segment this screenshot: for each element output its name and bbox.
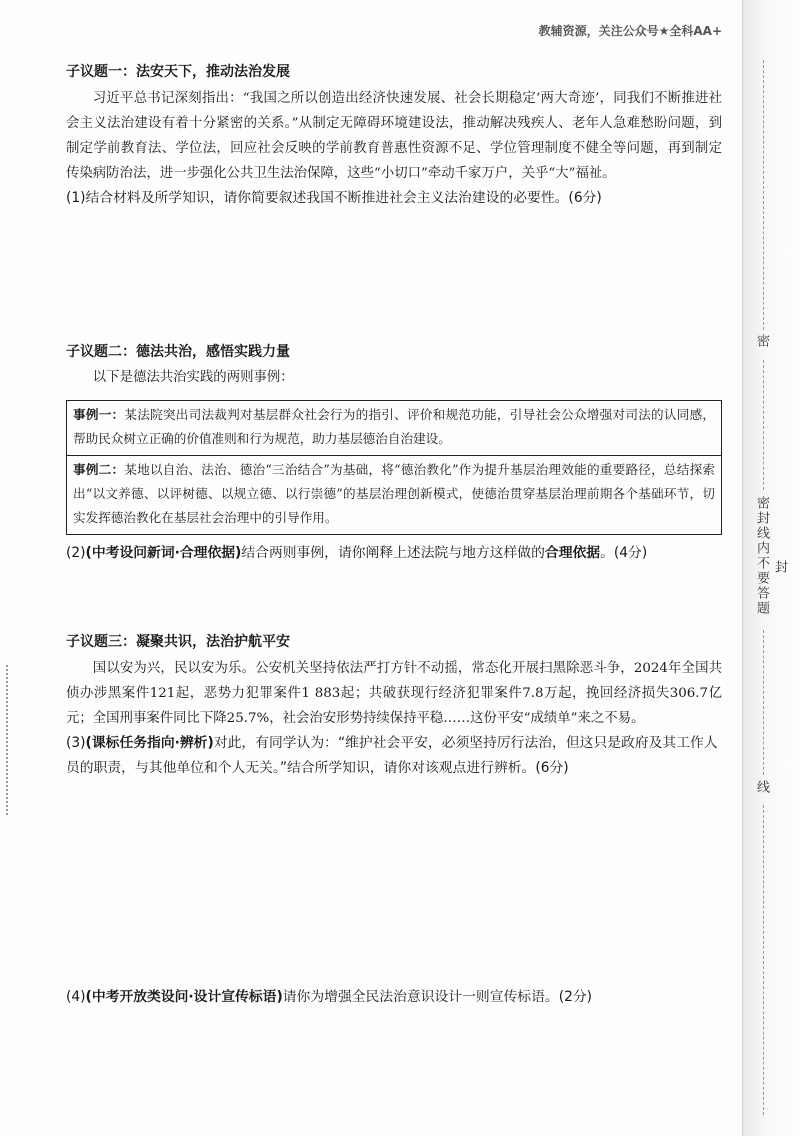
binding-notice: 密封线内不要答题 — [754, 496, 769, 616]
binding-xian: 线 — [754, 780, 769, 795]
question-3-tag: (课标任务指向·辨析) — [85, 735, 214, 751]
question-2-text: 结合两则事例，请你阐释上述法院与地方这样做的 — [241, 545, 545, 561]
section-2 — [66, 342, 722, 566]
question-2 — [66, 541, 722, 566]
section-3 — [66, 632, 722, 781]
section-2-intro: 以下是德法共治实践的两则事例： — [92, 370, 294, 385]
case-1-text: 某法院突出司法裁判对基层群众社会行为的指引、评价和规范功能，引导社会公众增强对司法的认同感，帮助民众树立正确的价值准则和行为规范，助力基层德治自治建设。 — [73, 407, 716, 446]
question-2-number: (2) — [66, 545, 86, 561]
case-2-text: 某地以自治、法治、德治“三治结合”为基础，将“德治教化”作为提升基层治理效能的重要路径，总结探索出“以文养德、以评树德、以规立德、以行崇德”的基层治理创新模式，使德治贯穿基层治理前期各个基础环节，切实发挥德治教化在基层社会治理中的引导作用。 — [73, 462, 715, 525]
section-2-title: 子议题二：德法共治，感悟实践力量 — [66, 344, 290, 360]
binding-dash-2 — [763, 360, 764, 490]
question-4-text: 请你为增强全民法治意识设计一则宣传标语。(2分) — [282, 989, 593, 1005]
question-2-score: 。(4分) — [600, 545, 648, 561]
binding-dash-4 — [763, 805, 764, 1115]
question-3 — [66, 731, 722, 781]
left-edge-dots — [6, 665, 8, 815]
section-1 — [66, 62, 722, 211]
header-note: 教辅资源，关注公众号★全科AA+ — [538, 24, 722, 38]
binding-dash-1 — [763, 60, 764, 330]
section-3-paragraph: 国以安为兴，民以安为乐。公安机关坚持依法严打方针不动摇，常态化开展扫黑除恶斗争，2024年全国共侦办涉黑案件121起，恶势力犯罪案件1 883起；共破获现行经济犯罪案件7.8万起，挽回经济损失306.7亿元；全国刑事案件同比下降25.7%，社会治安形势持续保持平稳……这份平安“成绩单”来之不易。 — [66, 661, 722, 726]
question-1: (1)结合材料及所学知识，请你简要叙述我国不断推进社会主义法治建设的必要性。(6分) — [66, 190, 602, 206]
question-4-tag: (中考开放类设问·设计宣传标语) — [85, 989, 283, 1005]
section-1-title: 子议题一：法安天下，推动法治发展 — [66, 64, 290, 80]
section-3-title: 子议题三：凝聚共识，法治护航平安 — [66, 634, 290, 650]
case-2 — [67, 455, 721, 534]
question-3-text: 对此，有同学认为：“维护社会平安，必须坚持厉行法治，但这只是政府及其工作人员的职责，与其他单位和个人无关。”结合所学知识，请你对该观点进行辨析。(6分) — [66, 735, 718, 776]
case-2-label: 事例二： — [73, 462, 125, 477]
question-3-number: (3) — [66, 735, 86, 751]
question-4 — [66, 985, 722, 1010]
binding-dash-3 — [763, 630, 764, 775]
page-edge — [742, 0, 743, 1136]
case-1 — [67, 401, 721, 455]
question-2-keyword: 合理依据 — [544, 545, 601, 561]
section-1-paragraph: 习近平总书记深刻指出：“我国之所以创造出经济快速发展、社会长期稳定‘两大奇迹’，同我们不断推进社会主义法治建设有着十分紧密的关系。”从制定无障碍环境建设法，推动解决残疾人、老年人急难愁盼问题，到制定学前教育法、学位法，回应社会反映的学前教育普惠性资源不足、学位管理制度不健全等问题，再到制定传染病防治法，进一步强化公共卫生法治保障，这些“小切口”牵动千家万户，关乎“大”福祉。 — [66, 91, 722, 181]
question-2-tag: (中考设问新词·合理依据) — [85, 545, 242, 561]
case-box — [66, 400, 722, 535]
section-4 — [66, 985, 722, 1010]
case-1-label: 事例一： — [73, 407, 125, 422]
binding-mi-top: 密 — [754, 334, 769, 349]
binding-feng: 封 — [772, 560, 787, 575]
question-4-number: (4) — [66, 989, 86, 1005]
